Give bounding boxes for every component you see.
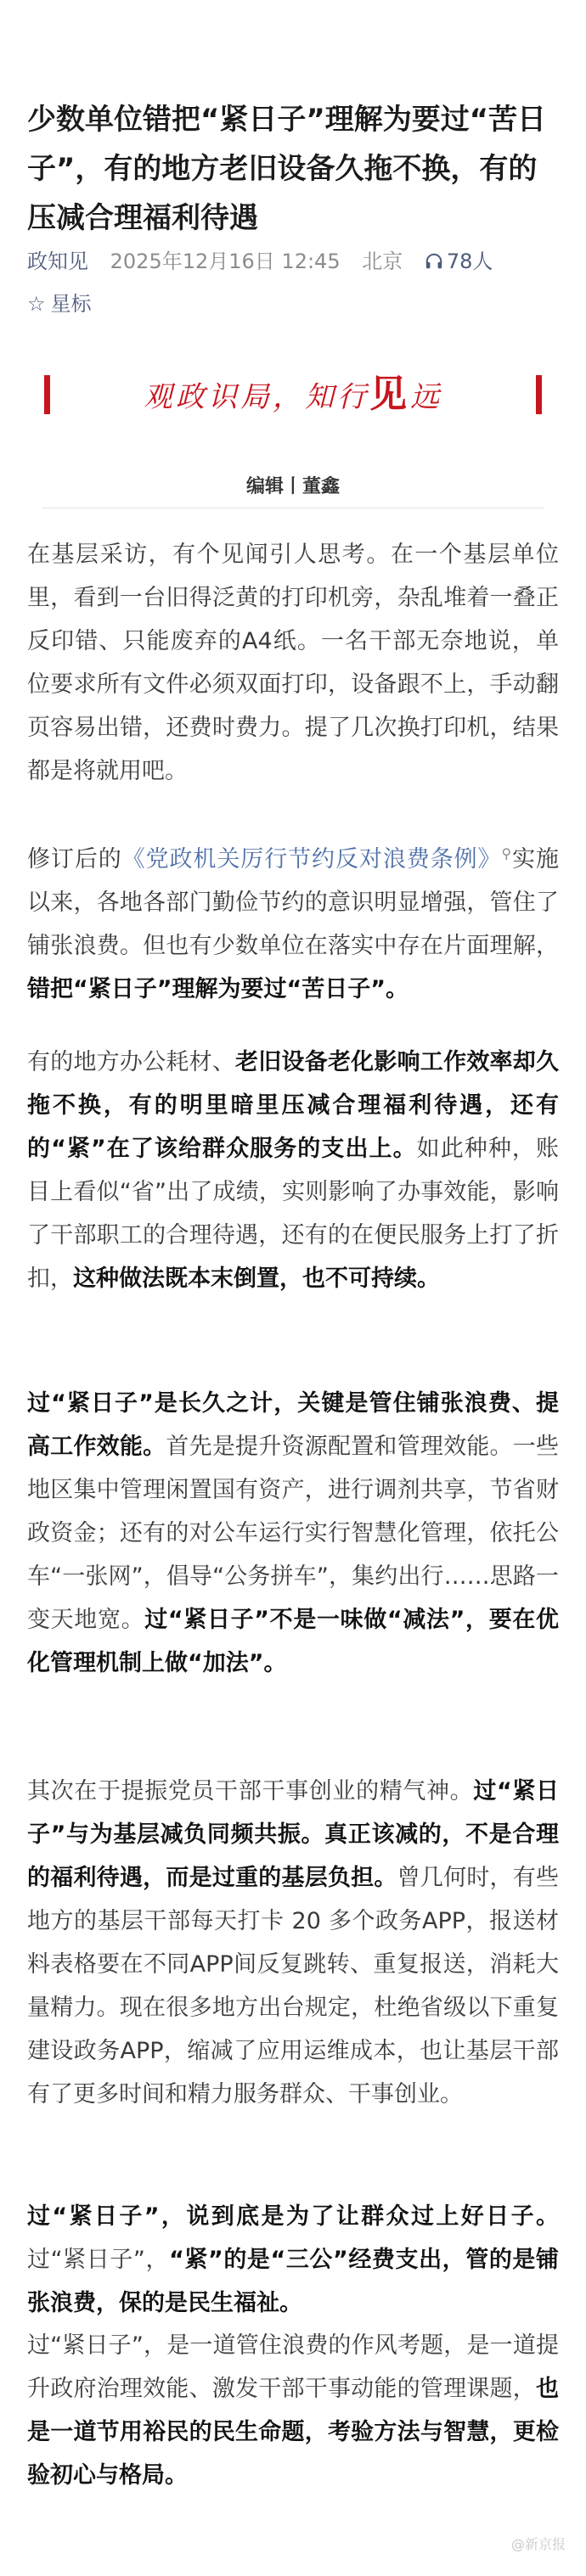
paragraph-1: 在基层采访，有个见闻引人思考。在一个基层单位里，看到一台旧得泛黄的打印机旁，杂乱堆着一叠正反印错、只能废弃的A4纸。一名干部无奈地说，单位要求所有文件必须双面打印，设备跟不上，手动翻页容易出错，还费时费力。提了几次换打印机，结果都是将就用吧。 — [27, 542, 559, 784]
paragraph-3-emphasis-2: 这种做法既本末倒置，也不可持续。 — [73, 1266, 440, 1292]
paragraph-6-text-a: 过“紧日子”， — [27, 2247, 170, 2273]
paragraph-7 — [27, 2324, 559, 2497]
headphone-icon — [425, 252, 443, 271]
listen-button[interactable] — [425, 250, 493, 273]
banner-slogan-highlight: 见 — [369, 373, 410, 416]
publish-date: 2025年12月16日 12:45 — [110, 250, 341, 273]
publish-location: 北京 — [362, 250, 403, 273]
paragraph-5 — [27, 1770, 559, 2116]
article-title: 少数单位错把“紧日子”理解为要过“苦日子”，有的地方老旧设备久拖不换，有的压减合理福利待遇 — [27, 103, 547, 235]
paragraph-2-emphasis: 错把“紧日子”理解为要过“苦日子”。 — [27, 976, 409, 1002]
listen-count: 78人 — [446, 250, 493, 273]
paragraph-4-emphasis-1: 过“紧日子”是长久之计，关键是管住铺张浪费、提高工作效能。 — [27, 1390, 559, 1460]
paragraph-3-text-b: 如此种种，账目上看似“省”出了成绩，实则影响了办事效能，影响了干部职工的合理待遇，还有的在便民服务上打了折扣， — [27, 1136, 559, 1292]
paragraph-4 — [27, 1382, 559, 1685]
watermark: @新京报 — [510, 2536, 566, 2552]
star-label: 星标 — [50, 292, 92, 316]
paragraph-3-emphasis-1: 老旧设备老化影响工作效率却久拖不换，有的明里暗里压减合理福利待遇，还有的“紧”在了该给群众服务的支出上。 — [27, 1049, 560, 1162]
banner-slogan-part-1: 观政识局，知行 — [144, 380, 369, 414]
banner-right-bar — [536, 375, 542, 414]
editor-credit: 编辑丨董鑫 — [245, 476, 340, 497]
paragraph-6 — [27, 2195, 559, 2325]
star-icon: ☆ — [27, 292, 46, 316]
paragraph-2-text-a: 修订后的 — [27, 846, 122, 873]
paragraph-5-text-a: 其次在于提振党员干部干事创业的精气神。 — [27, 1778, 474, 1804]
banner-slogan — [27, 375, 559, 417]
author-link[interactable]: 政知见 — [27, 250, 88, 273]
paragraph-2-text-b: 实施以来，各地各部门勤俭节约的意识明显增强，管住了铺张浪费。但也有少数单位在落实中存在片面理解， — [27, 846, 559, 959]
paragraph-3 — [27, 1041, 559, 1300]
paragraph-4-emphasis-2: 过“紧日子”不是一味做“减法”，要在优化管理机制上做“加法”。 — [27, 1607, 559, 1676]
paragraph-5-emphasis: 过“紧日子”与为基层减负同频共振。真正该减的，不是合理的福利待遇，而是过重的基层负担。 — [27, 1778, 560, 1891]
paragraph-7-emphasis: 也是一道节用裕民的民生命题，考验方法与智慧，更检验初心与格局。 — [27, 2376, 559, 2489]
paragraph-7-text-a: 过“紧日子”，是一道管住浪费的作风考题，是一道提升政府治理效能、激发干部干事动能的管理课题， — [27, 2332, 559, 2402]
paragraph-4-text-a: 首先是提升资源配置和管理效能。一些地区集中管理闲置国有资产，进行调剂共享，节省财政资金；还有的对公车运行实行智慧化管理，依托公车“一张网”，倡导“公务拼车”，集约出行……思路一变天地宽。 — [27, 1434, 560, 1633]
paragraph-5-text-b: 曾几何时，有些地方的基层干部每天打卡 20 多个政务APP，报送材料表格要在不同APP间反复跳转、重复报送，消耗大量精力。现在很多地方出台规定，杜绝省级以下重复建设政务APP，缩减了应用运维成本，也让基层干部有了更多时间和精力服务群众、干事创业。 — [27, 1865, 560, 2107]
star-button[interactable] — [27, 289, 92, 319]
column-banner — [27, 365, 559, 424]
search-icon[interactable]: ⚲ — [501, 845, 512, 861]
paragraph-2 — [27, 832, 559, 1011]
banner-slogan-part-2: 远 — [410, 380, 442, 414]
regulation-link[interactable]: 《党政机关厉行节约反对浪费条例》 — [121, 846, 502, 873]
paragraph-3-text-a: 有的地方办公耗材、 — [27, 1049, 236, 1075]
paragraph-6-emphasis-2: “紧”的是“三公”经费支出，管的是铺张浪费，保的是民生福祉。 — [27, 2247, 559, 2316]
paragraph-6-emphasis-1: 过“紧日子”，说到底是为了让群众过上好日子。 — [27, 2203, 559, 2230]
article-meta — [27, 246, 571, 277]
